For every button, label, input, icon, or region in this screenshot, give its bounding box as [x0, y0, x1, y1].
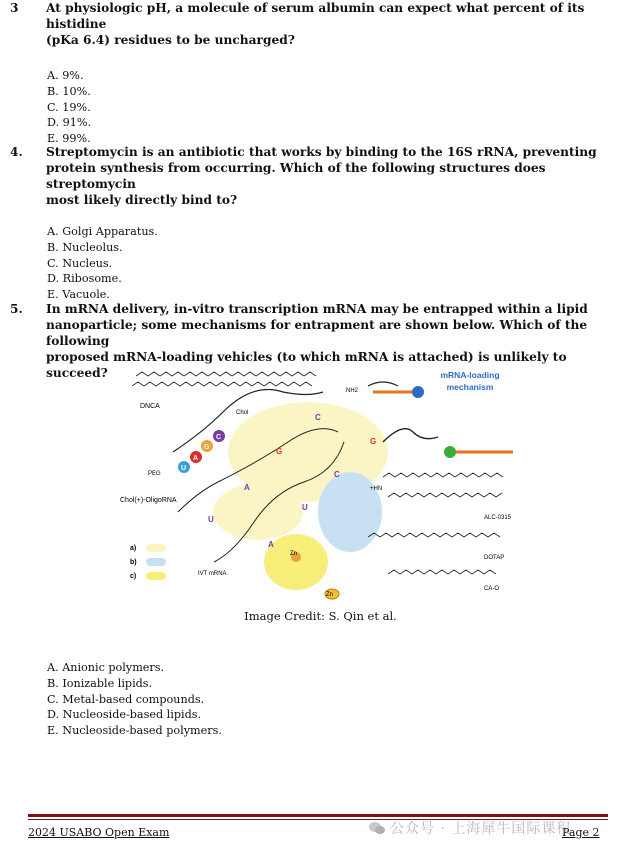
base-letter: A [193, 455, 199, 462]
option[interactable]: C. Metal-based compounds. [47, 692, 205, 706]
base-letter: C [216, 434, 222, 441]
base-letter: A [268, 540, 274, 549]
chol-label: Chol [236, 410, 249, 416]
question-4-line-2: protein synthesis from occurring. Which of the following structures does streptomycin [46, 161, 546, 191]
base-letter: U [302, 503, 308, 512]
watermark [368, 818, 571, 838]
right-strand [383, 429, 438, 442]
nh2-label: NH2 [346, 388, 359, 394]
dotap-tail [368, 533, 500, 537]
option[interactable]: B. Nucleolus. [47, 240, 123, 254]
question-5-options [28, 660, 613, 739]
option[interactable]: B. 10%. [47, 84, 91, 98]
base-letter: C [315, 413, 321, 422]
question-5-options-wrap [28, 660, 613, 739]
question-4-line-1: Streptomycin is an antibiotic that works by binding to the 16S rRNA, preventing [46, 145, 597, 159]
ivt-label: IVT mRNA [198, 571, 227, 577]
dnca-tail-1 [136, 372, 316, 376]
footer-rule-thick [28, 814, 608, 817]
image-credit: Image Credit: S. Qin et al. [244, 609, 397, 623]
question-4-number: 4. [10, 145, 23, 159]
question-4-stem [10, 144, 613, 208]
option[interactable]: C. Nucleus. [47, 256, 113, 270]
legend-key-c: c) [130, 573, 137, 580]
zn-label-1: Zn [290, 551, 298, 557]
base-letter: U [181, 465, 187, 472]
zn-label-2: Zn [326, 592, 334, 598]
base-letter: A [244, 483, 250, 492]
dotap-label: DOTAP [484, 555, 505, 561]
footer-page-number: Page 2 [562, 826, 600, 839]
region-b-blue [318, 472, 382, 552]
base-letter: G [370, 437, 377, 446]
legend-title-line-1: mRNA-loading [440, 370, 500, 380]
question-3-options [28, 68, 613, 147]
option[interactable]: E. Vacuole. [47, 288, 110, 302]
dnca-label: DNCA [140, 403, 160, 410]
option[interactable]: C. 19%. [47, 100, 91, 114]
cao-tail [388, 570, 496, 574]
question-5-line-2: nanoparticle; some mechanisms for entrapment are shown below. Which of the following [46, 318, 588, 348]
alc-tail-1 [383, 473, 503, 477]
option[interactable]: A. Anionic polymers. [47, 661, 165, 674]
watermark-text: 公众号 · 上海犀牛国际课程 [390, 821, 572, 837]
region-a-yellow-2 [213, 484, 303, 540]
question-4 [10, 144, 613, 303]
peg-label: PEG [148, 471, 161, 477]
cao-label: CA-O [484, 586, 499, 592]
option[interactable]: E. Nucleoside-based polymers. [47, 724, 222, 738]
legend-swatch-a [146, 544, 166, 552]
legend-key-a: a) [130, 545, 137, 552]
option[interactable]: D. Nucleoside-based lipids. [47, 708, 202, 722]
chol-oligo-label: Chol(+)-OligoRNA [120, 497, 177, 504]
alc-label: ALC-0315 [484, 515, 512, 521]
legend-key-b: b) [130, 559, 137, 566]
question-4-line-3: most likely directly bind to? [46, 193, 238, 207]
option[interactable]: D. Ribosome. [47, 272, 122, 286]
dnca-tail-2 [132, 382, 312, 386]
base-letter: G [276, 447, 283, 456]
legend-c-ball [412, 386, 424, 398]
question-3-line-1: At physiologic pH, a molecule of serum albumin can expect what percent of its histidine [46, 1, 585, 31]
option[interactable]: D. 91%. [47, 116, 92, 130]
question-5-line-1: In mRNA delivery, in-vitro transcription mRNA may be entrapped within a lipid [46, 302, 588, 316]
option[interactable]: A. Golgi Apparatus. [47, 225, 158, 238]
footer-exam-title: 2024 USABO Open Exam [28, 826, 170, 839]
legend-title-line-2: mechanism [446, 382, 494, 392]
hn-label: +HN [370, 486, 383, 492]
question-3-stem [10, 0, 613, 48]
option[interactable]: B. Ionizable lipids. [47, 676, 153, 690]
mrna-loading-figure [118, 362, 528, 602]
question-3-line-2: (pKa 6.4) residues to be uncharged? [46, 33, 295, 47]
question-4-options [28, 224, 613, 303]
option[interactable]: A. 9%. [47, 69, 84, 82]
base-letter: U [208, 515, 214, 524]
question-3-number: 3 [10, 1, 19, 15]
alc-tail-2 [388, 493, 502, 497]
question-5-line-3: proposed mRNA-loading vehicles (to which mRNA is attached) is unlikely to succeed? [46, 350, 567, 380]
legend-strand-top [368, 382, 398, 386]
legend-swatch-c [146, 572, 166, 580]
option[interactable]: E. 99%. [47, 132, 91, 146]
base-letter: G [204, 444, 210, 451]
legend-plus-ball [444, 446, 456, 458]
question-5-number: 5. [10, 302, 23, 316]
legend-swatch-b [146, 558, 166, 566]
question-3 [10, 0, 613, 147]
wechat-icon [368, 821, 386, 835]
base-letter: C [334, 470, 340, 479]
